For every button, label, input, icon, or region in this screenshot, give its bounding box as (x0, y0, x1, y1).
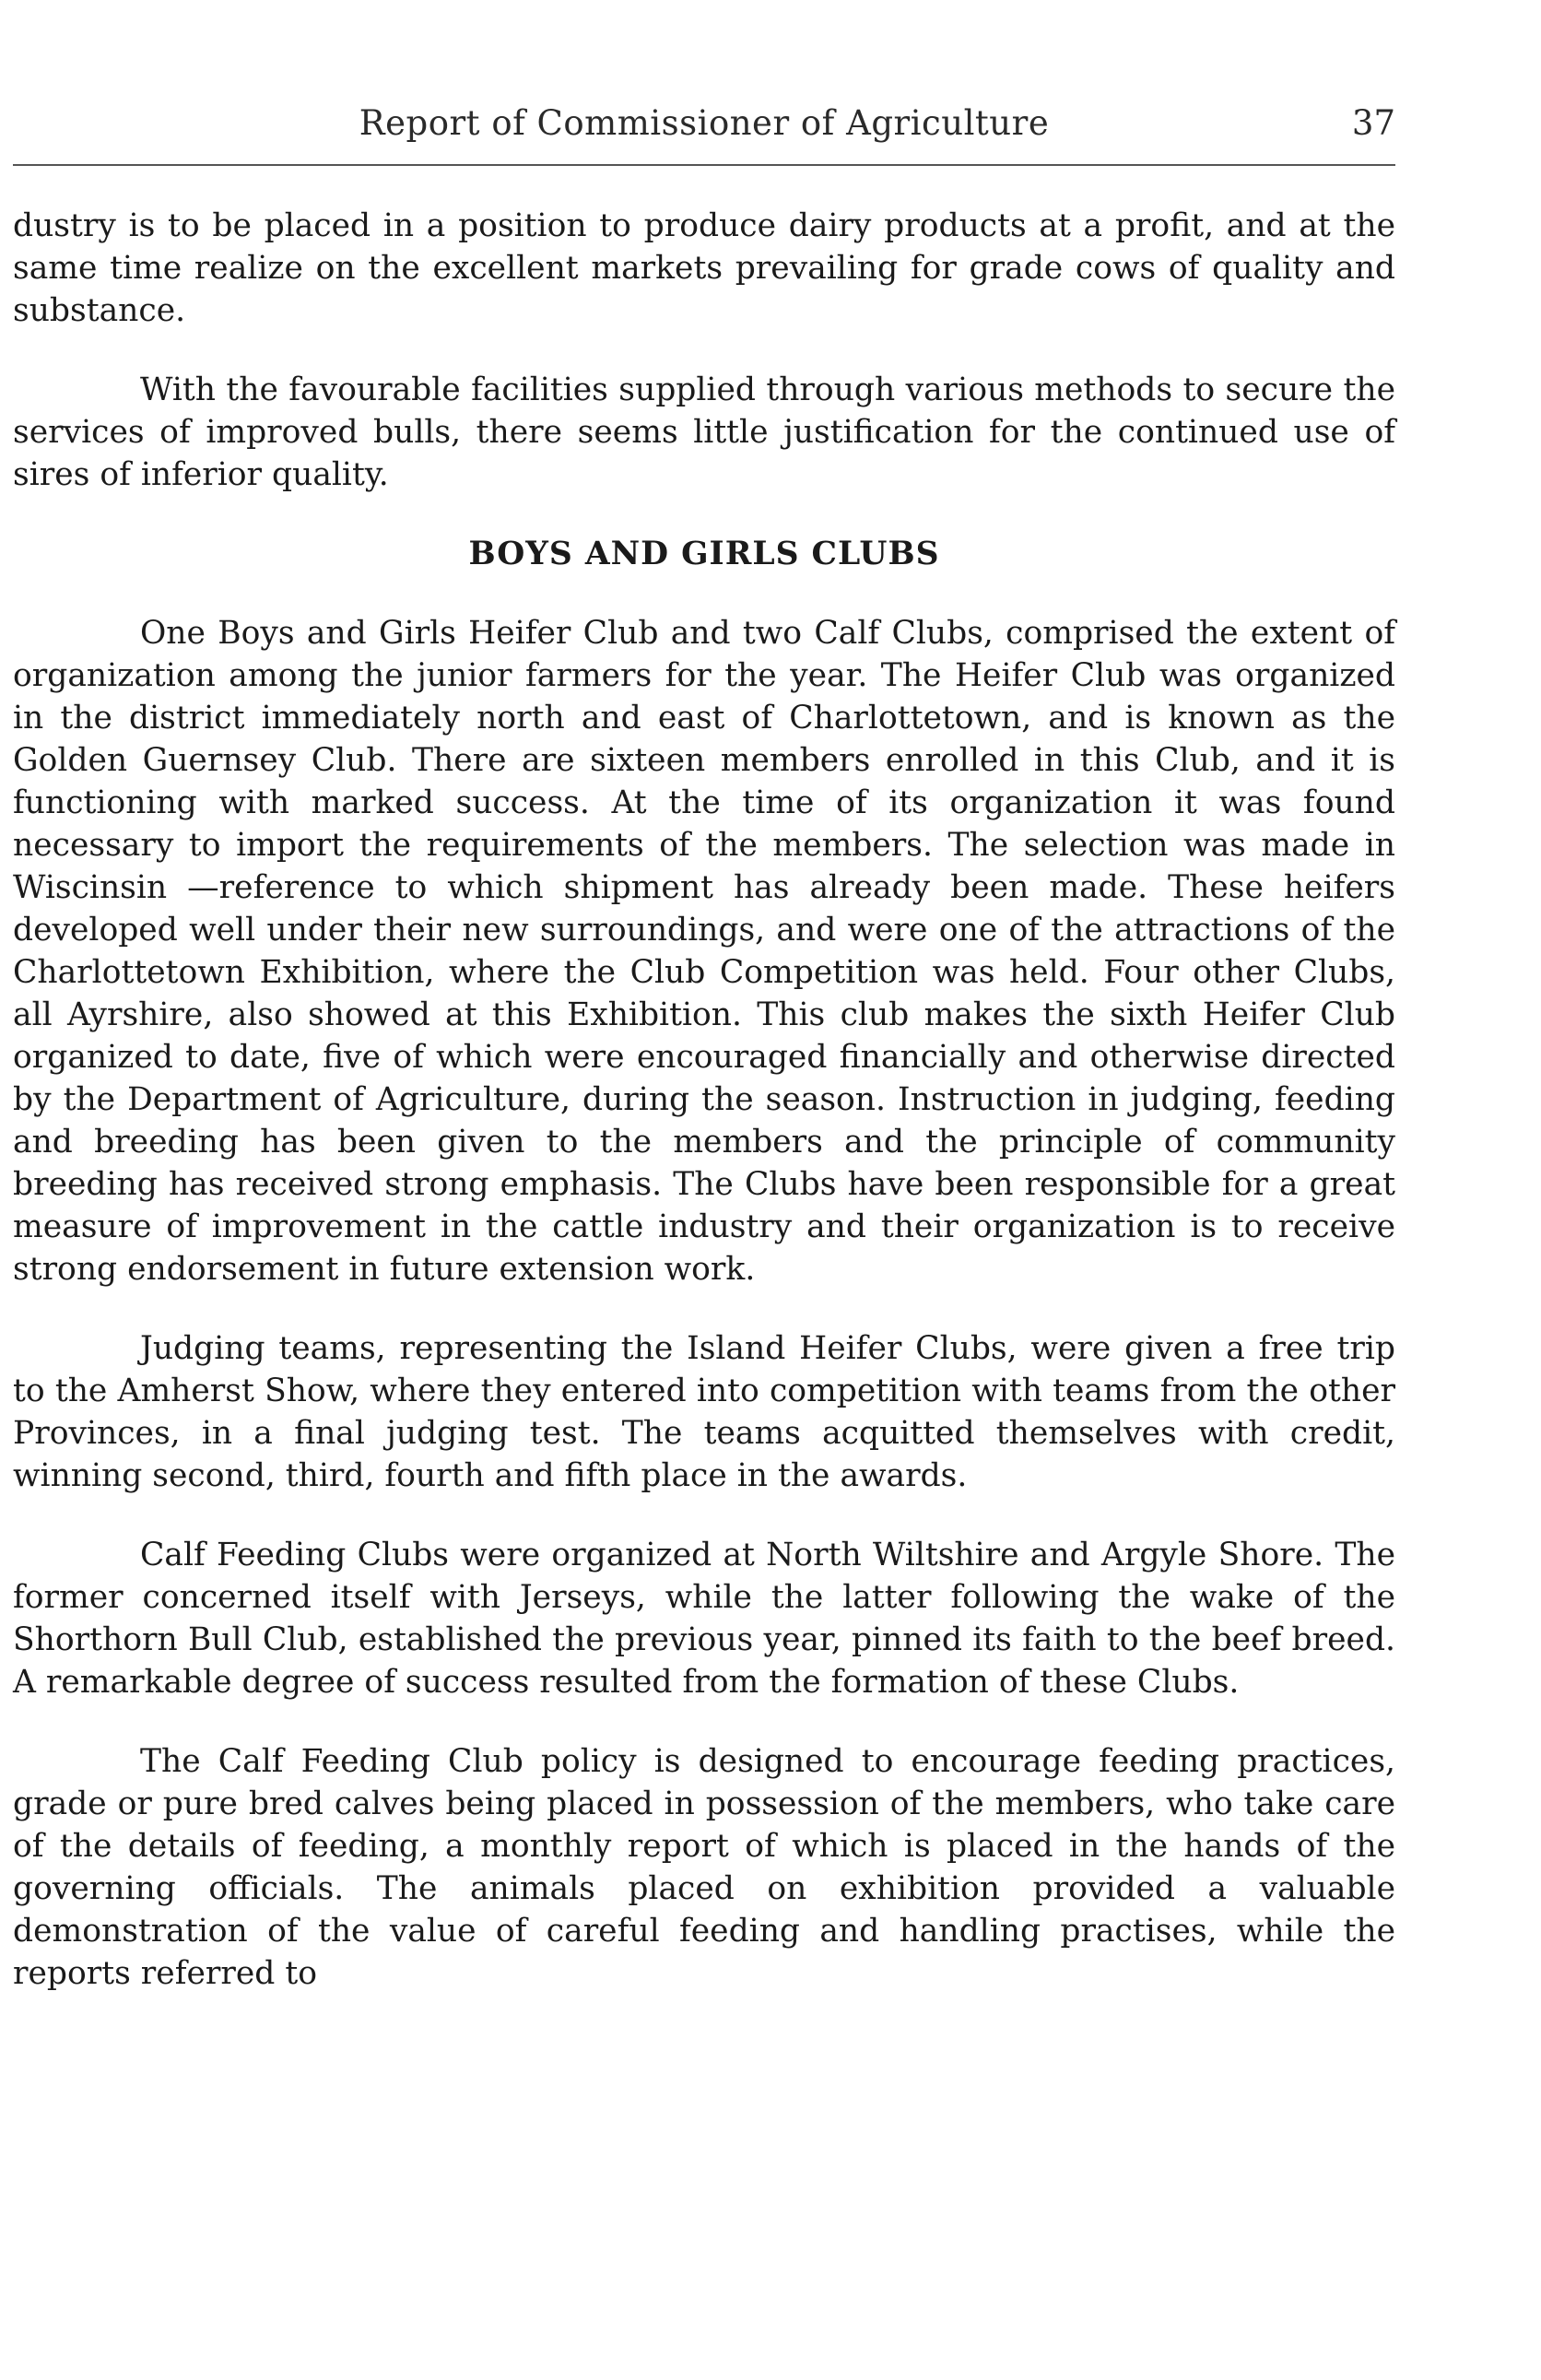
paragraph-calf-feeding-clubs: Calf Feeding Clubs were organized at North Wiltshire and Argyle Shore. The former concerned itself with Jerseys, while the latter following the wake of the Shorthorn Bull Club, established the previous year, pinned its faith to the beef breed. A remarkable degree of success resulted from the formation of these Clubs. (13, 1537, 1395, 1701)
page-number: 37 (1351, 103, 1395, 143)
paragraph-judging-teams: Judging teams, representing the Island Heifer Clubs, were given a free trip to the Amherst Show, where they entered into competition with teams from the other Provinces, in a final judging test. The teams acquitted themselves with credit, winning second, third, fourth and fifth place in the awards. (13, 1330, 1395, 1494)
paragraph-heifer-club: One Boys and Girls Heifer Club and two Calf Clubs, comprised the extent of organization among the junior farmers for the year. The Heifer Club was organized in the district immediately north and east of Charlottetown, and is known as the Golden Guernsey Club. There are sixteen members enrolled in this Club, and it is functioning with marked success. At the time of its organization it was found necessary to import the requirements of the members. The selection was made in Wiscinsin —reference to which shipment has already been made. These heifers developed well under their new surroundings, and were one of the attractions of the Charlottetown Exhibition, where the Club Competition was held. Four other Clubs, all Ayrshire, also showed at this Exhibition. This club makes the sixth Heifer Club organized to date, five of which were encouraged financially and otherwise directed by the Department of Agriculture, during the season. Instruction in judging, feeding and breeding has been given to the members and the principle of community breeding has received strong emphasis. The Clubs have been responsible for a great measure of improvement in the cattle industry and their organization is to receive strong endorsement in future extension work. (13, 615, 1395, 1288)
paragraph-calf-feeding-policy: The Calf Feeding Club policy is designed to encourage feeding practices, grade or pure bred calves being placed in possession of the members, who take care of the details of feeding, a monthly report of which is placed in the hands of the governing officials. The animals placed on exhibition provided a valuable demonstration of the value of careful feeding and handling practises, while the reports referred to (13, 1743, 1395, 1992)
running-head (13, 103, 1395, 151)
paragraph-sires: With the favourable facilities supplied through various methods to secure the services of improved bulls, there seems little justification for the continued use of sires of inferior quality. (13, 371, 1395, 493)
section-heading: BOYS AND GIRLS CLUBS (468, 536, 940, 572)
header-rule (13, 164, 1395, 166)
paragraph-continued: dustry is to be placed in a position to produce dairy products at a profit, and at the same time realize on the excellent markets prevailing for grade cows of quality and substance. (13, 207, 1395, 329)
body-text (13, 205, 1395, 1995)
running-title: Report of Commissioner of Agriculture (359, 103, 1050, 143)
